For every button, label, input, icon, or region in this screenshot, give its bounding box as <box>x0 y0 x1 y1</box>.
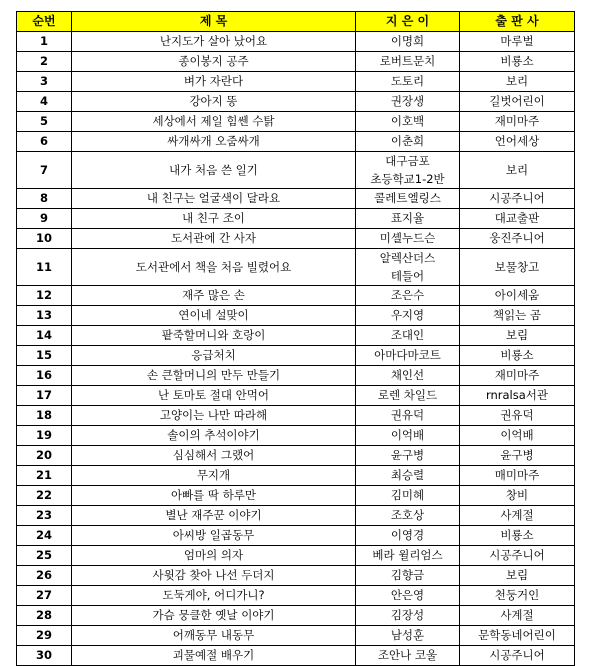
cell-author: 조대인 <box>356 326 460 346</box>
cell-author: 안은영 <box>356 586 460 606</box>
cell-publisher: 아이세움 <box>460 286 575 306</box>
table-row <box>17 326 575 346</box>
book-list-table <box>16 11 575 666</box>
cell-author: 김미혜 <box>356 486 460 506</box>
cell-title: 도서관에서 책을 처음 빌렸어요 <box>72 249 356 286</box>
cell-title: 심심해서 그랬어 <box>72 446 356 466</box>
cell-publisher: 보리 <box>460 72 575 92</box>
cell-title: 아빠를 딱 하루만 <box>72 486 356 506</box>
table-row <box>17 446 575 466</box>
cell-publisher: 창비 <box>460 486 575 506</box>
cell-publisher: 이억배 <box>460 426 575 446</box>
table-row <box>17 646 575 666</box>
cell-publisher: 사계절 <box>460 506 575 526</box>
cell-title: 응급처치 <box>72 346 356 366</box>
cell-title: 도서관에 간 사자 <box>72 229 356 249</box>
cell-publisher: 보림 <box>460 566 575 586</box>
cell-num: 23 <box>17 506 72 526</box>
cell-author-text: 대구금포 초등학교1-2반 <box>370 154 445 186</box>
cell-title: 엄마의 의자 <box>72 546 356 566</box>
cell-publisher: rnralsa서관 <box>460 386 575 406</box>
cell-title: 팥죽할머니와 호랑이 <box>72 326 356 346</box>
cell-author: 이호백 <box>356 112 460 132</box>
cell-publisher: 권유덕 <box>460 406 575 426</box>
cell-num: 6 <box>17 132 72 152</box>
cell-author: 권장생 <box>356 92 460 112</box>
table-row <box>17 586 575 606</box>
cell-author: 김장성 <box>356 606 460 626</box>
cell-num: 1 <box>17 32 72 52</box>
cell-title: 내 친구 조이 <box>72 209 356 229</box>
header-row <box>17 12 575 32</box>
cell-author: 조안나 코울 <box>356 646 460 666</box>
cell-title: 고양이는 나만 따라해 <box>72 406 356 426</box>
cell-num: 26 <box>17 566 72 586</box>
cell-author: 최승렬 <box>356 466 460 486</box>
cell-publisher: 비룡소 <box>460 526 575 546</box>
cell-num: 4 <box>17 92 72 112</box>
cell-title: 손 큰할머니의 만두 만들기 <box>72 366 356 386</box>
cell-title: 아씨방 일곱동무 <box>72 526 356 546</box>
cell-author: 미셸누드슨 <box>356 229 460 249</box>
cell-num: 16 <box>17 366 72 386</box>
table-row <box>17 92 575 112</box>
cell-title: 난지도가 살아 났어요 <box>72 32 356 52</box>
cell-num: 11 <box>17 249 72 286</box>
cell-publisher: 윤구병 <box>460 446 575 466</box>
cell-num: 14 <box>17 326 72 346</box>
cell-publisher: 재미마주 <box>460 112 575 132</box>
cell-num: 19 <box>17 426 72 446</box>
table-row <box>17 152 575 189</box>
table-row <box>17 386 575 406</box>
table-row <box>17 466 575 486</box>
cell-author <box>356 249 460 286</box>
cell-title: 싸개싸개 오줌싸개 <box>72 132 356 152</box>
cell-title: 세상에서 제일 힘쎈 수탉 <box>72 112 356 132</box>
cell-author: 조은수 <box>356 286 460 306</box>
table-row <box>17 366 575 386</box>
cell-publisher: 비룡소 <box>460 346 575 366</box>
cell-num: 2 <box>17 52 72 72</box>
cell-num: 24 <box>17 526 72 546</box>
cell-author: 이춘희 <box>356 132 460 152</box>
cell-title: 가슴 뭉클한 옛날 이야기 <box>72 606 356 626</box>
book-list-sheet <box>16 11 575 666</box>
table-row <box>17 209 575 229</box>
table-row <box>17 189 575 209</box>
table-row <box>17 546 575 566</box>
cell-title: 종이봉지 공주 <box>72 52 356 72</box>
cell-num: 5 <box>17 112 72 132</box>
table-row <box>17 426 575 446</box>
table-row <box>17 32 575 52</box>
cell-publisher: 대교출판 <box>460 209 575 229</box>
cell-publisher: 비룡소 <box>460 52 575 72</box>
cell-num: 25 <box>17 546 72 566</box>
cell-publisher: 천둥거인 <box>460 586 575 606</box>
cell-publisher: 길벗어린이 <box>460 92 575 112</box>
cell-title: 내가 처음 쓴 일기 <box>72 152 356 189</box>
table-row <box>17 286 575 306</box>
header-author: 지 은 이 <box>356 12 460 32</box>
cell-author: 콜레트엘링스 <box>356 189 460 209</box>
cell-num: 3 <box>17 72 72 92</box>
table-row <box>17 249 575 286</box>
cell-publisher: 사계절 <box>460 606 575 626</box>
cell-title: 도둑게야, 어디가니? <box>72 586 356 606</box>
table-row <box>17 132 575 152</box>
cell-num: 22 <box>17 486 72 506</box>
cell-publisher: 문학동네어린이 <box>460 626 575 646</box>
cell-author: 채인선 <box>356 366 460 386</box>
table-row <box>17 52 575 72</box>
cell-publisher: 웅진주니어 <box>460 229 575 249</box>
cell-author: 우지영 <box>356 306 460 326</box>
table-row <box>17 506 575 526</box>
cell-num: 20 <box>17 446 72 466</box>
table-row <box>17 229 575 249</box>
cell-author <box>356 152 460 189</box>
cell-title: 재주 많은 손 <box>72 286 356 306</box>
table-row <box>17 486 575 506</box>
table-row <box>17 346 575 366</box>
cell-author-text: 알렉산더스 테들어 <box>379 251 436 283</box>
cell-author: 이억배 <box>356 426 460 446</box>
cell-num: 7 <box>17 152 72 189</box>
cell-num: 12 <box>17 286 72 306</box>
header-num: 순번 <box>17 12 72 32</box>
cell-num: 18 <box>17 406 72 426</box>
cell-num: 9 <box>17 209 72 229</box>
cell-author: 베라 윌리엄스 <box>356 546 460 566</box>
cell-title: 연이네 설맞이 <box>72 306 356 326</box>
table-row <box>17 112 575 132</box>
cell-num: 28 <box>17 606 72 626</box>
cell-title: 내 친구는 얼굴색이 달라요 <box>72 189 356 209</box>
cell-title: 벼가 자란다 <box>72 72 356 92</box>
table-row <box>17 626 575 646</box>
table-row <box>17 406 575 426</box>
cell-title: 괴물예절 배우기 <box>72 646 356 666</box>
cell-author: 윤구병 <box>356 446 460 466</box>
cell-publisher: 보림 <box>460 326 575 346</box>
cell-num: 8 <box>17 189 72 209</box>
cell-title: 어깨동무 내동무 <box>72 626 356 646</box>
cell-publisher: 언어세상 <box>460 132 575 152</box>
cell-title: 별난 재주꾼 이야기 <box>72 506 356 526</box>
cell-num: 13 <box>17 306 72 326</box>
cell-author: 로렌 차일드 <box>356 386 460 406</box>
cell-publisher: 보리 <box>460 152 575 189</box>
cell-num: 10 <box>17 229 72 249</box>
cell-publisher: 마루벌 <box>460 32 575 52</box>
header-title: 제 목 <box>72 12 356 32</box>
cell-title: 난 토마토 절대 안먹어 <box>72 386 356 406</box>
cell-title: 사윗감 찾아 나선 두더지 <box>72 566 356 586</box>
cell-title: 무지개 <box>72 466 356 486</box>
cell-author: 남성훈 <box>356 626 460 646</box>
cell-num: 17 <box>17 386 72 406</box>
cell-num: 21 <box>17 466 72 486</box>
table-row <box>17 72 575 92</box>
cell-author: 아마다마코트 <box>356 346 460 366</box>
cell-publisher: 책읽는 곰 <box>460 306 575 326</box>
cell-title: 솔이의 추석이야기 <box>72 426 356 446</box>
cell-author: 도토리 <box>356 72 460 92</box>
cell-author: 표지율 <box>356 209 460 229</box>
cell-publisher: 재미마주 <box>460 366 575 386</box>
cell-num: 15 <box>17 346 72 366</box>
cell-num: 27 <box>17 586 72 606</box>
table-body <box>17 32 575 666</box>
table-row <box>17 306 575 326</box>
cell-author: 이영경 <box>356 526 460 546</box>
cell-publisher: 매미마주 <box>460 466 575 486</box>
cell-publisher: 시공주니어 <box>460 189 575 209</box>
table-row <box>17 566 575 586</box>
table-row <box>17 526 575 546</box>
cell-author: 로버트문치 <box>356 52 460 72</box>
cell-author: 권유덕 <box>356 406 460 426</box>
table-row <box>17 606 575 626</box>
cell-publisher: 보물창고 <box>460 249 575 286</box>
cell-num: 29 <box>17 626 72 646</box>
header-publisher: 출 판 사 <box>460 12 575 32</box>
cell-author: 조호상 <box>356 506 460 526</box>
cell-title: 강아지 똥 <box>72 92 356 112</box>
cell-author: 김향금 <box>356 566 460 586</box>
cell-publisher: 시공주니어 <box>460 546 575 566</box>
cell-num: 30 <box>17 646 72 666</box>
cell-author: 이명희 <box>356 32 460 52</box>
cell-publisher: 시공주니어 <box>460 646 575 666</box>
